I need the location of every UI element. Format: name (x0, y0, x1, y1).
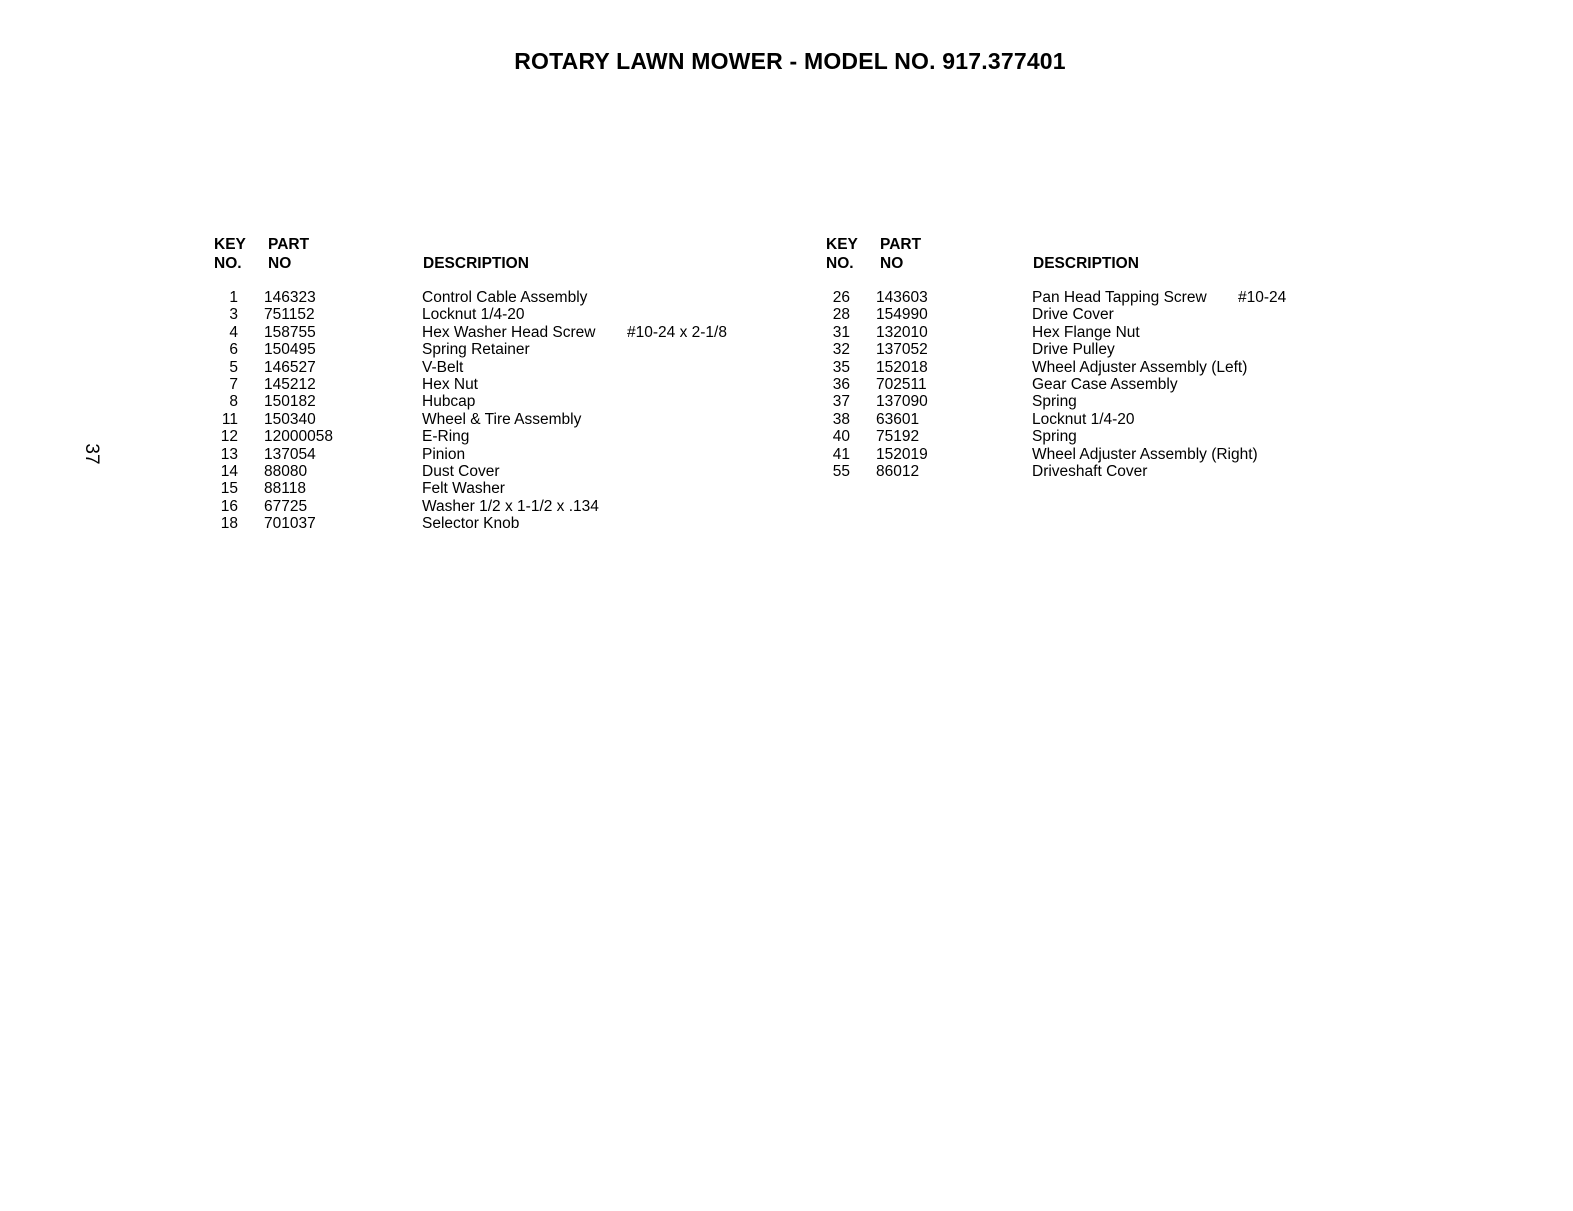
part-no: 75192 (876, 428, 920, 446)
part-description: Drive Cover (1032, 306, 1114, 324)
part-description: Wheel Adjuster Assembly (Right) (1032, 445, 1258, 463)
parts-row (214, 393, 774, 410)
parts-row (826, 324, 1346, 341)
parts-row (826, 463, 1346, 480)
parts-row (826, 446, 1346, 463)
header-description: DESCRIPTION (423, 254, 529, 272)
header-part-no: PART (268, 236, 310, 253)
part-description: Gear Case Assembly (1032, 375, 1178, 393)
key-no: 31 (832, 323, 850, 341)
parts-row (214, 480, 774, 497)
part-description: Hex Nut (422, 375, 478, 393)
part-no: 158755 (264, 323, 316, 341)
parts-row (214, 428, 774, 445)
key-no: 14 (220, 462, 238, 480)
part-description: Felt Washer (422, 480, 505, 498)
part-description: Hex Washer Head Screw (422, 323, 596, 341)
key-no: 8 (229, 393, 238, 411)
parts-row (826, 359, 1346, 376)
parts-list-header (826, 236, 1346, 276)
key-no: 28 (832, 306, 850, 324)
part-description: Spring (1032, 393, 1077, 411)
key-no: 55 (832, 462, 850, 480)
parts-row (214, 411, 774, 428)
key-no: 4 (229, 323, 238, 341)
part-no: 63601 (876, 410, 920, 428)
parts-row (214, 306, 774, 323)
part-description: E-Ring (422, 428, 470, 446)
parts-list-right (826, 236, 1346, 480)
part-no: 152018 (876, 358, 928, 376)
header-key-no: NO. (826, 254, 854, 272)
key-no: 1 (229, 289, 238, 306)
part-description: Pinion (422, 445, 466, 463)
part-description: Hubcap (422, 393, 476, 411)
part-no: 701037 (264, 515, 316, 533)
parts-row (826, 306, 1346, 323)
page-title: ROTARY LAWN MOWER - MODEL NO. 917.377401 (514, 48, 1066, 74)
header-part-no: PART (880, 236, 922, 253)
part-no: 132010 (876, 323, 928, 341)
parts-row (826, 393, 1346, 410)
key-no: 13 (220, 445, 238, 463)
part-no: 137090 (876, 393, 928, 411)
part-description: Drive Pulley (1032, 341, 1115, 359)
part-spec: #10-24 (1238, 289, 1287, 306)
part-no: 152019 (876, 445, 928, 463)
parts-list-left (214, 236, 774, 532)
part-no: 88080 (264, 462, 308, 480)
part-description: Locknut 1/4-20 (422, 306, 525, 324)
parts-row (826, 289, 1346, 306)
parts-rows (214, 289, 774, 532)
parts-row (826, 428, 1346, 445)
part-no: 143603 (876, 289, 928, 306)
part-description: Selector Knob (422, 515, 520, 533)
key-no: 37 (832, 393, 850, 411)
parts-row (214, 289, 774, 306)
parts-row (826, 376, 1346, 393)
key-no: 40 (832, 428, 850, 446)
part-description: Wheel & Tire Assembly (422, 410, 582, 428)
key-no: 26 (832, 289, 850, 306)
part-description: Driveshaft Cover (1032, 462, 1148, 480)
key-no: 18 (220, 515, 238, 533)
page-number: 37 (81, 443, 102, 465)
part-no: 150182 (264, 393, 316, 411)
part-no: 137054 (264, 445, 316, 463)
part-description: Washer 1/2 x 1-1/2 x .134 (422, 497, 599, 515)
part-description: Pan Head Tapping Screw (1032, 289, 1207, 306)
part-no: 137052 (876, 341, 928, 359)
part-description: Locknut 1/4-20 (1032, 410, 1135, 428)
part-no: 145212 (264, 375, 316, 393)
parts-row (214, 359, 774, 376)
key-no: 3 (229, 306, 238, 324)
part-description: V-Belt (422, 358, 464, 376)
key-no: 12 (220, 428, 238, 446)
header-part-no: NO (880, 254, 904, 272)
key-no: 6 (229, 341, 238, 359)
parts-row (214, 515, 774, 532)
header-part-no: NO (268, 254, 292, 272)
part-no: 751152 (264, 306, 315, 324)
parts-list-header (214, 236, 774, 276)
part-description: Spring (1032, 428, 1077, 446)
key-no: 7 (229, 375, 238, 393)
part-no: 702511 (876, 375, 927, 393)
part-description: Wheel Adjuster Assembly (Left) (1032, 358, 1248, 376)
parts-row (214, 341, 774, 358)
parts-row (826, 341, 1346, 358)
header-key-no: KEY (826, 236, 858, 253)
parts-row (214, 463, 774, 480)
key-no: 35 (832, 358, 850, 376)
part-no: 88118 (264, 480, 306, 498)
parts-row (214, 446, 774, 463)
parts-rows (826, 289, 1346, 480)
part-description: Dust Cover (422, 462, 500, 480)
part-no: 150495 (264, 341, 316, 359)
part-no: 154990 (876, 306, 928, 324)
header-key-no: KEY (214, 236, 246, 253)
parts-row (826, 411, 1346, 428)
part-no: 12000058 (264, 428, 333, 446)
key-no: 38 (832, 410, 850, 428)
key-no: 15 (220, 480, 238, 498)
part-no: 67725 (264, 497, 308, 515)
part-description: Control Cable Assembly (422, 289, 588, 306)
part-no: 150340 (264, 410, 316, 428)
part-spec: #10-24 x 2-1/8 (627, 323, 727, 341)
part-no: 146323 (264, 289, 316, 306)
key-no: 36 (832, 375, 850, 393)
part-description: Hex Flange Nut (1032, 323, 1140, 341)
part-description: Spring Retainer (422, 341, 530, 359)
key-no: 41 (832, 445, 850, 463)
part-no: 86012 (876, 462, 920, 480)
parts-row (214, 498, 774, 515)
parts-row (214, 324, 774, 341)
parts-row (214, 376, 774, 393)
key-no: 5 (229, 358, 238, 376)
header-key-no: NO. (214, 254, 242, 272)
header-description: DESCRIPTION (1033, 254, 1139, 272)
key-no: 11 (221, 410, 238, 428)
part-no: 146527 (264, 358, 316, 376)
key-no: 16 (220, 497, 238, 515)
key-no: 32 (832, 341, 850, 359)
